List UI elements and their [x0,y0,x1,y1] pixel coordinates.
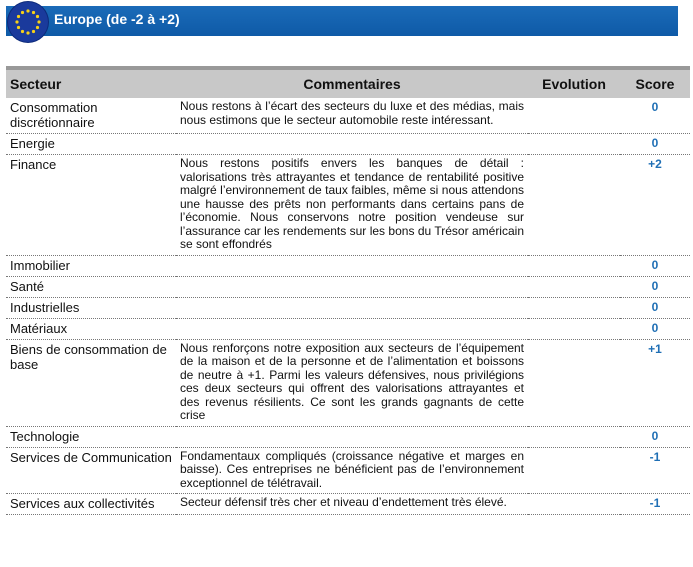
score-cell: 0 [620,255,690,276]
score-cell: +1 [620,339,690,426]
comment-cell [176,255,528,276]
comment-cell: Nous restons à l’écart des secteurs du luxe et des médias, mais nous estimons que le secteur automobile reste intéressant. [176,98,528,134]
comment-cell [176,426,528,447]
table-row [6,426,690,447]
comment-cell: Nous restons positifs envers les banques de détail : valorisations très attrayantes et tendance de rentabilité positive malgré l’environnement de taux faibles, même si nous attendons une hausse des prêts non performants dans certains pans de l’économie. Nous conservons notre position vendeuse sur l’assurance car les rendements sur les bons du Trésor américain se sont effondrés [176,155,528,256]
evolution-cell [528,155,620,256]
header-sector: Secteur [6,68,176,98]
comment-cell: Nous renforçons notre exposition aux secteurs de l’équipement de la maison et de la personne et de l’alimentation et boissons de neutre à +1. Parmi les valeurs défensives, nous privilégions ces deux secteurs qui offrent des valorisations attrayantes et des revenus résilients. Ce sont les grands gagnants de cette crise [176,339,528,426]
banner-title: Europe (de -2 à +2) [54,11,180,27]
evolution-cell [528,339,620,426]
table-row [6,255,690,276]
header-evolution: Evolution [528,68,620,98]
evolution-cell [528,255,620,276]
sector-cell: Services aux collectivités [6,494,176,515]
table-row [6,318,690,339]
sector-cell: Santé [6,276,176,297]
table-row [6,297,690,318]
sector-cell: Biens de consommation de base [6,339,176,426]
comment-cell: Secteur défensif très cher et niveau d’endettement très élevé. [176,494,528,515]
sector-cell: Industrielles [6,297,176,318]
evolution-cell [528,447,620,494]
sector-cell: Energie [6,134,176,155]
score-cell: -1 [620,494,690,515]
table-row [6,494,690,515]
score-cell: 0 [620,426,690,447]
evolution-cell [528,134,620,155]
comment-cell: Fondamentaux compliqués (croissance négative et marges en baisse). Ces entreprises ne bénéficient pas de l’environnement exceptionnel de télétravail. [176,447,528,494]
score-cell: 0 [620,318,690,339]
score-cell: +2 [620,155,690,256]
comment-cell [176,318,528,339]
score-cell: 0 [620,276,690,297]
comment-cell [176,276,528,297]
table-row [6,155,690,256]
evolution-cell [528,297,620,318]
table-row [6,98,690,134]
comment-cell [176,297,528,318]
section-banner [6,6,678,36]
score-cell: -1 [620,447,690,494]
evolution-cell [528,276,620,297]
sector-cell: Finance [6,155,176,256]
score-cell: 0 [620,297,690,318]
table-row [6,134,690,155]
table-row [6,339,690,426]
table-header [6,68,690,98]
sector-table [6,66,690,515]
evolution-cell [528,318,620,339]
sector-cell: Immobilier [6,255,176,276]
sector-cell: Technologie [6,426,176,447]
score-cell: 0 [620,134,690,155]
evolution-cell [528,98,620,134]
eu-flag-icon [8,2,48,42]
header-score: Score [620,68,690,98]
sector-cell: Matériaux [6,318,176,339]
table-row [6,276,690,297]
header-comments: Commentaires [176,68,528,98]
score-cell: 0 [620,98,690,134]
evolution-cell [528,426,620,447]
table-row [6,447,690,494]
evolution-cell [528,494,620,515]
sector-cell: Services de Communication [6,447,176,494]
comment-cell [176,134,528,155]
sector-cell: Consommation discrétionnaire [6,98,176,134]
